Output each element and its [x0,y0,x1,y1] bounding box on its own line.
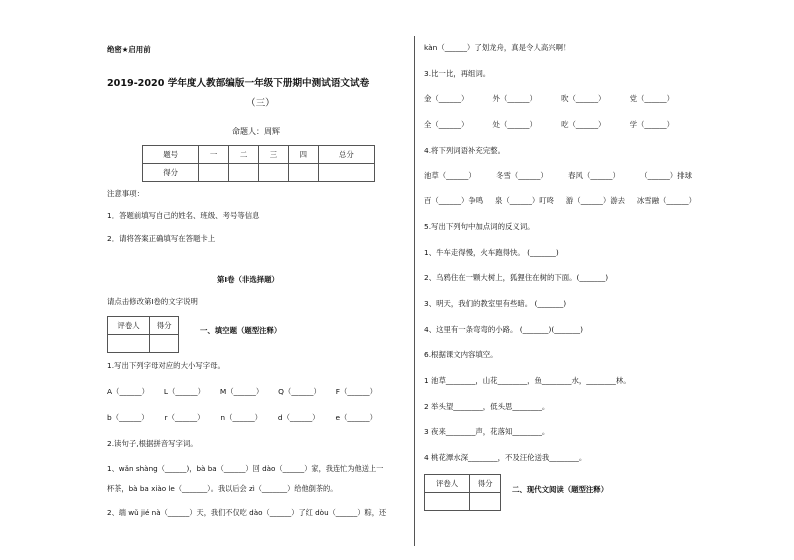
q1-blank[interactable]: L（______） [163,387,205,396]
q5-item: 3、明天，我们的教室里有些暗。 (_______) [424,299,567,308]
q4-blank[interactable]: 春风（______） [568,171,620,180]
score-table [142,145,375,182]
q3-blank[interactable]: 处（______） [492,120,537,129]
q1-upper-row [107,388,377,396]
q6-item: 2 举头望________，低头思________。 [424,402,550,411]
exam-subtitle: （三） [246,98,275,109]
notice-item: 2．请将答案正确填写在答题卡上 [107,234,216,243]
q6-item: 1 池草________，山花________，鱼________水，________林。 [424,376,631,385]
q4-blank[interactable]: （______）排球 [640,171,692,180]
q4-row [424,172,692,180]
grader-cell[interactable] [150,335,179,353]
q2-line: 1、wǎn shàng（______)，bà ba（______）回 dào（______）家，我连忙为他送上一 [107,464,384,473]
score-header: 一 [199,146,229,164]
q1-blank[interactable]: Q（______） [278,387,321,396]
q1-blank[interactable]: r（______） [164,413,205,422]
q1-blank[interactable]: F（______） [335,387,377,396]
volume-note: 请点击修改第Ⅰ卷的文字说明 [107,297,198,306]
score-header: 三 [258,146,288,164]
q1-lower-row [107,414,377,422]
q4-blank[interactable]: 泉（______）叮咚 [494,196,555,205]
q2-line: 2、端 wǔ jié nà（______）天，我们不仅吃 dào（______）了红 dòu（______）粽，还 [107,508,387,517]
score-header: 总分 [318,146,374,164]
section2-title: 二、现代文阅读（题型注释） [512,485,609,494]
q1-blank[interactable]: M（______） [219,387,264,396]
question-4: 4.将下列词语补充完整。 [424,146,505,155]
q1-blank[interactable]: e（______） [335,413,377,422]
q4-blank[interactable]: 游（______）游去 [565,196,626,205]
q5-item: 1、牛车走得慢，火车跑得快。 (_______) [424,248,559,257]
question-1: 1.写出下列字母对应的大小写字母。 [107,361,225,370]
score-row-label: 得分 [143,164,199,182]
question-6: 6.根据课文内容填空。 [424,350,498,359]
q3-row [424,95,674,103]
score-header: 二 [229,146,259,164]
question-3: 3.比一比，再组词。 [424,69,491,78]
grader-header: 得分 [150,317,179,335]
grader-table [424,474,501,511]
score-cell[interactable] [258,164,288,182]
q4-blank[interactable]: 池草（______） [424,171,476,180]
q3-blank[interactable]: 吃（______） [561,120,606,129]
grader-header: 得分 [470,475,501,493]
question-5: 5.写出下列句中加点词的反义词。 [424,222,535,231]
grader-cell[interactable] [108,335,150,353]
q1-blank[interactable]: n（______） [220,413,263,422]
q4-row [424,197,696,205]
q3-blank[interactable]: 外（______） [492,94,537,103]
notice-title: 注意事项： [107,189,144,198]
q2-line-continued: kàn（______）了划龙舟，真是令人高兴啊！ [424,43,571,52]
q3-blank[interactable]: 金（______） [424,94,469,103]
q4-blank[interactable]: 冬雪（______） [496,171,548,180]
score-cell[interactable] [318,164,374,182]
q4-blank[interactable]: 冰雪融（______） [636,196,696,205]
grader-table [107,316,179,353]
q5-item: 2、乌鸦住在一颗大树上，狐狸住在树的下面。(_______) [424,273,609,282]
q3-row [424,121,674,129]
grader-cell[interactable] [470,493,501,511]
q1-blank[interactable]: b（______） [107,413,149,422]
q5-item: 4、这里有一条弯弯的小路。 (_______)(_______) [424,325,584,334]
section1-title: 一、填空题（题型注释） [200,326,282,335]
score-header: 题号 [143,146,199,164]
q1-blank[interactable]: d（______） [277,413,320,422]
score-cell[interactable] [229,164,259,182]
grader-header: 评卷人 [108,317,150,335]
exam-title: 2019-2020 学年度人教部编版一年级下册期中测试语文试卷 [107,78,370,89]
q4-blank[interactable]: 百（______）争鸣 [424,196,484,205]
q3-blank[interactable]: 党（______） [629,94,674,103]
grader-cell[interactable] [425,493,470,511]
q3-blank[interactable]: 全（______） [424,120,469,129]
q2-line: 杯茶，bà ba xiào le（_______）。我以后会 zì（_______）给他倒茶的。 [107,484,338,493]
q6-item: 4 桃花潭水深________，不及汪伦送我________。 [424,453,587,462]
q3-blank[interactable]: 吹（______） [561,94,606,103]
exam-author: 命题人：周辉 [232,127,280,136]
question-2: 2.读句子,根据拼音写字词。 [107,439,198,448]
secret-label: 绝密★启用前 [107,45,151,54]
q3-blank[interactable]: 学（______） [629,120,674,129]
q6-item: 3 夜来________声，花落知________。 [424,427,550,436]
column-divider [414,36,415,546]
score-cell[interactable] [199,164,229,182]
q1-blank[interactable]: A（______） [107,387,150,396]
score-header: 四 [288,146,318,164]
score-cell[interactable] [288,164,318,182]
volume-title: 第Ⅰ卷（非选择题） [217,275,279,284]
notice-item: 1．答题前填写自己的姓名、班级、考号等信息 [107,211,260,220]
grader-header: 评卷人 [425,475,470,493]
